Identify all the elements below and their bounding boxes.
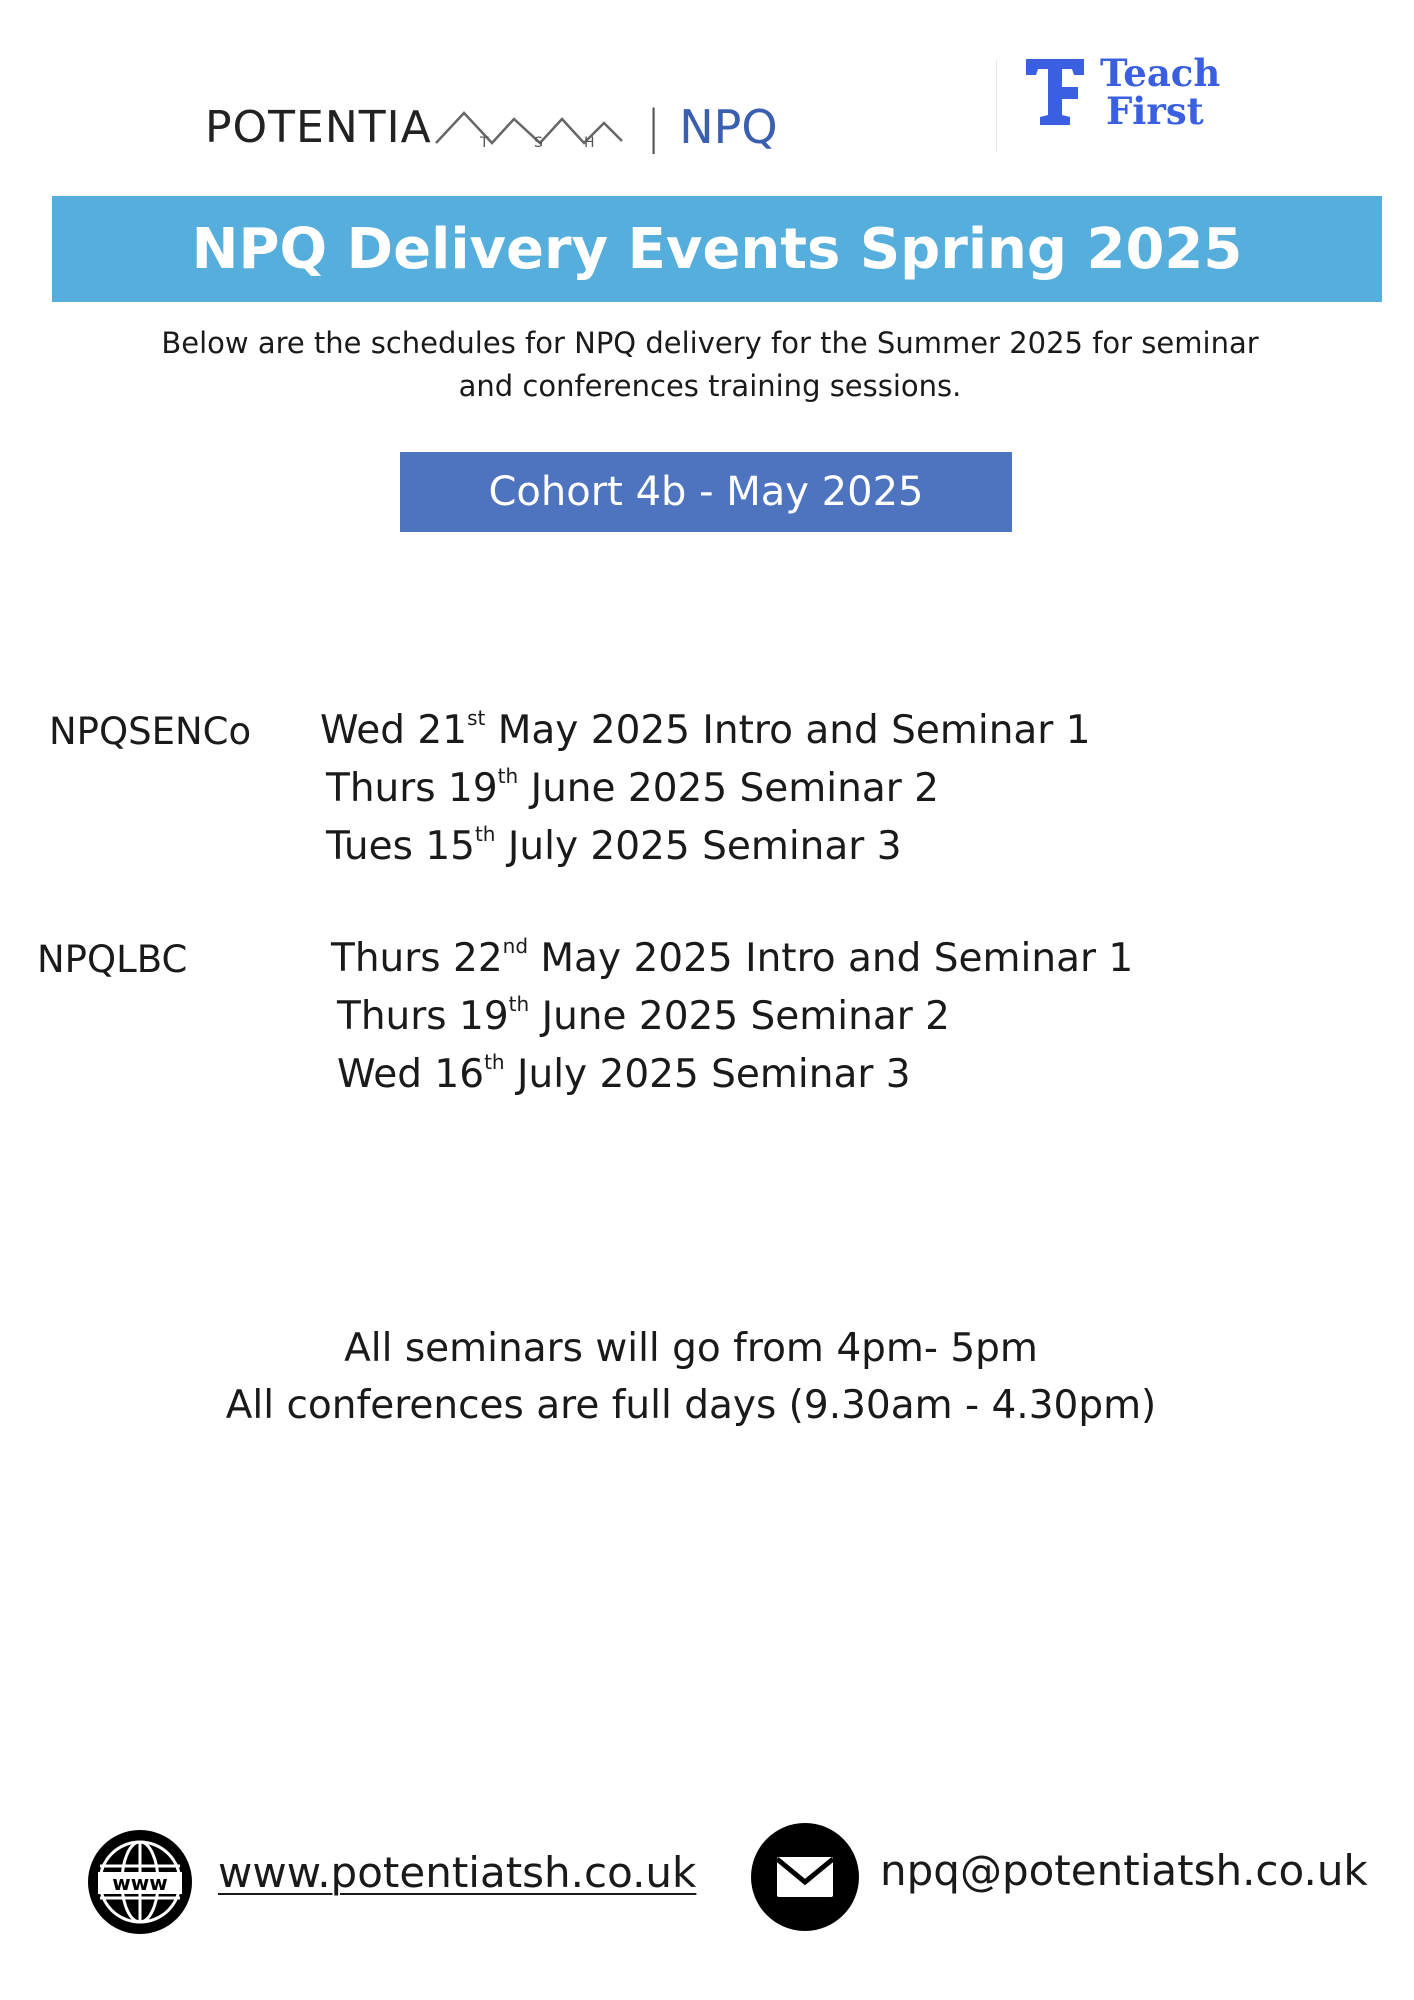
intro-text	[80, 322, 1340, 408]
date-suffix: st	[467, 706, 486, 730]
schedule-item	[331, 936, 1133, 981]
schedule-item	[326, 824, 902, 869]
session-date: Tues 15	[326, 824, 475, 869]
teach-first-emblem-icon	[1024, 57, 1086, 127]
schedule-item	[320, 708, 1091, 753]
session-detail: May 2025 Intro and Seminar 1	[485, 708, 1091, 753]
session-date: Thurs 19	[326, 766, 498, 811]
header-divider	[996, 60, 997, 152]
teach-first-line2: First	[1106, 89, 1204, 133]
intro-line-1: Below are the schedules for NPQ delivery for the Summer 2025 for seminar	[161, 326, 1259, 360]
session-times	[100, 1320, 1282, 1434]
session-date: Wed 21	[320, 708, 468, 753]
teach-first-logo	[1024, 51, 1221, 133]
session-date: Thurs 19	[337, 994, 509, 1039]
conference-times: All conferences are full days (9.30am - 4.30pm)	[225, 1383, 1157, 1428]
session-detail: May 2025 Intro and Seminar 1	[528, 936, 1134, 981]
programme-label-npqsenco: NPQSENCo	[49, 710, 252, 753]
intro-line-2: and conferences training sessions.	[458, 369, 962, 403]
date-suffix: th	[497, 764, 519, 788]
cohort-banner	[400, 452, 1012, 532]
cohort-label: Cohort 4b - May 2025	[488, 469, 924, 515]
session-date: Wed 16	[337, 1052, 485, 1097]
www-icon-text: www	[112, 1871, 168, 1895]
date-suffix: th	[474, 822, 496, 846]
website-link[interactable]: www.potentiatsh.co.uk	[218, 1848, 697, 1897]
date-suffix: nd	[502, 934, 529, 958]
roof-letter-t: T	[479, 135, 489, 151]
session-detail: June 2025 Seminar 2	[518, 766, 939, 811]
programme-label-npqlbc: NPQLBC	[37, 938, 188, 981]
page-title: NPQ Delivery Events Spring 2025	[191, 216, 1243, 282]
roof-letter-h: H	[583, 135, 595, 151]
globe-www-icon	[84, 1826, 196, 1938]
date-suffix: th	[484, 1050, 505, 1074]
envelope-icon	[750, 1822, 860, 1932]
teach-first-wordmark	[1100, 51, 1221, 133]
schedule-item	[326, 766, 939, 811]
session-detail: July 2025 Seminar 3	[504, 1052, 911, 1097]
session-date: Thurs 22	[331, 936, 503, 981]
logo-npq: NPQ	[679, 100, 778, 154]
schedule-item	[337, 1052, 911, 1097]
potentia-roofs-icon	[434, 103, 624, 151]
date-suffix: th	[508, 992, 530, 1016]
roof-letter-s: S	[533, 135, 543, 151]
seminar-times: All seminars will go from 4pm- 5pm	[344, 1326, 1038, 1371]
logo-separator: |	[645, 100, 662, 154]
schedule-item	[337, 994, 950, 1039]
session-detail: July 2025 Seminar 3	[495, 824, 902, 869]
session-detail: June 2025 Seminar 2	[529, 994, 950, 1039]
potentia-wordmark: POTENTIA	[205, 101, 432, 153]
teach-first-line1: Teach	[1100, 51, 1221, 95]
title-banner	[52, 196, 1382, 302]
email-link[interactable]: npq@potentiatsh.co.uk	[880, 1846, 1368, 1895]
potentia-npq-logo	[205, 92, 778, 162]
